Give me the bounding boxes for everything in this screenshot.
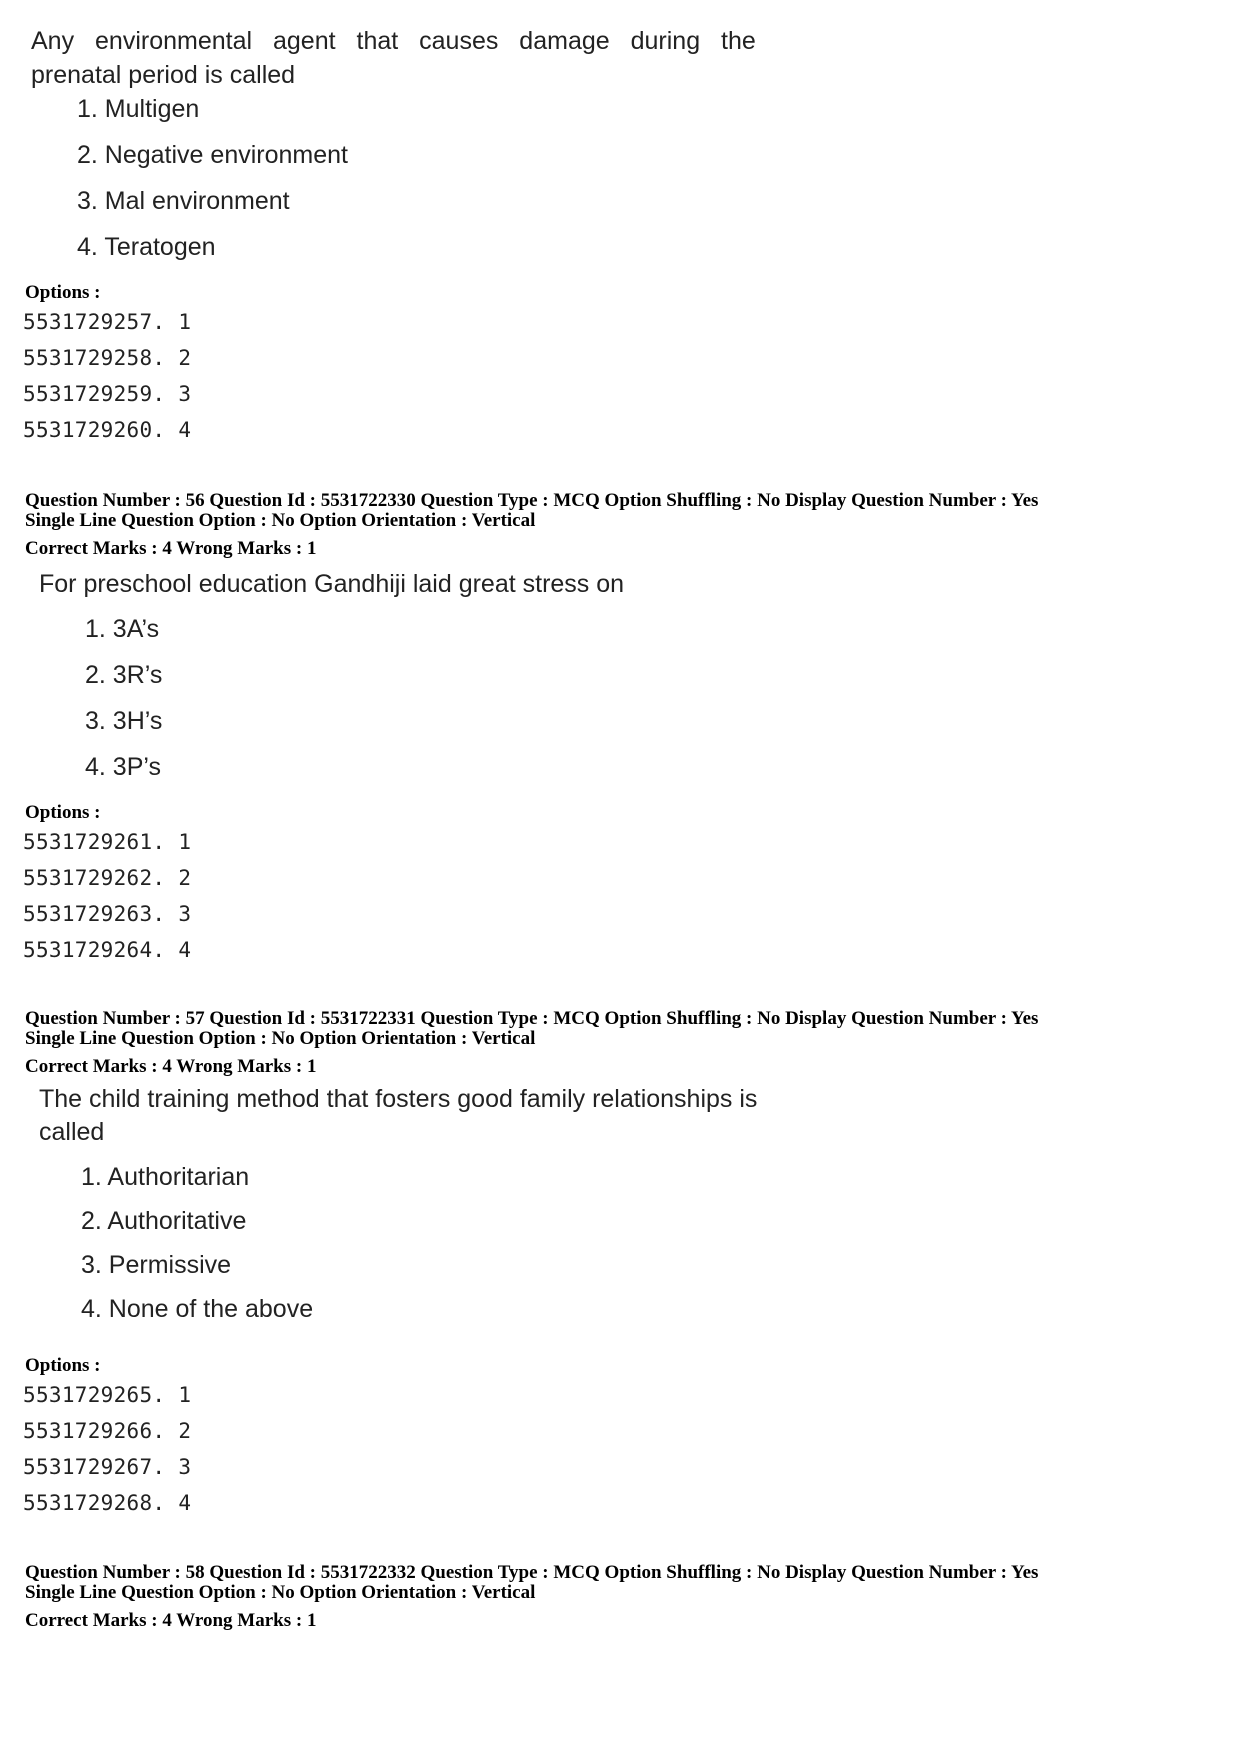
choice-4: 4. None of the above — [81, 1295, 314, 1323]
choice-2: 2. Negative environment — [77, 141, 348, 169]
choice-4: 4. 3P’s — [85, 753, 161, 781]
option-id: 5531729266. 2 — [23, 1419, 192, 1443]
question-meta-line1: Question Number : 58 Question Id : 5531722332 Question Type : MCQ Option Shuffling : No Display Question Number : Yes — [25, 1562, 1039, 1583]
question-marks: Correct Marks : 4 Wrong Marks : 1 — [25, 1056, 317, 1077]
stem-line1-text: Any environmental agent that causes damage during the — [31, 27, 756, 55]
question-meta-line1: Question Number : 56 Question Id : 5531722330 Question Type : MCQ Option Shuffling : No Display Question Number : Yes — [25, 490, 1039, 511]
question-55-stem-line1 — [31, 24, 771, 58]
question-meta-line2: Single Line Question Option : No Option Orientation : Vertical — [25, 510, 536, 531]
option-id: 5531729258. 2 — [23, 346, 192, 370]
choice-4: 4. Teratogen — [77, 233, 216, 261]
option-id: 5531729259. 3 — [23, 382, 192, 406]
option-id: 5531729262. 2 — [23, 866, 192, 890]
choice-1: 1. Authoritarian — [81, 1163, 250, 1191]
choice-3: 3. Mal environment — [77, 187, 290, 215]
options-label: Options : — [25, 802, 101, 823]
question-57-stem — [39, 1083, 757, 1149]
question-meta-line2: Single Line Question Option : No Option Orientation : Vertical — [25, 1582, 536, 1603]
question-55-stem-line2: prenatal period is called — [31, 61, 296, 89]
choice-3: 3. 3H’s — [85, 707, 163, 735]
question-57-stem-line2: called — [39, 1118, 105, 1146]
question-meta-line1: Question Number : 57 Question Id : 5531722331 Question Type : MCQ Option Shuffling : No Display Question Number : Yes — [25, 1008, 1039, 1029]
choice-2: 2. 3R’s — [85, 661, 163, 689]
option-id: 5531729261. 1 — [23, 830, 192, 854]
option-id: 5531729257. 1 — [23, 310, 192, 334]
question-marks: Correct Marks : 4 Wrong Marks : 1 — [25, 538, 317, 559]
question-marks: Correct Marks : 4 Wrong Marks : 1 — [25, 1610, 317, 1631]
question-meta-line2: Single Line Question Option : No Option Orientation : Vertical — [25, 1028, 536, 1049]
option-id: 5531729265. 1 — [23, 1383, 192, 1407]
option-id: 5531729260. 4 — [23, 418, 192, 442]
choice-1: 1. Multigen — [77, 95, 200, 123]
choice-2: 2. Authoritative — [81, 1207, 247, 1235]
question-57-stem-line1: The child training method that fosters good family relationships is — [39, 1085, 758, 1113]
options-label: Options : — [25, 1355, 101, 1376]
option-id: 5531729264. 4 — [23, 938, 192, 962]
option-id: 5531729267. 3 — [23, 1455, 192, 1479]
option-id: 5531729268. 4 — [23, 1491, 192, 1515]
choice-1: 1. 3A’s — [85, 615, 160, 643]
choice-3: 3. Permissive — [81, 1251, 232, 1279]
options-label: Options : — [25, 282, 101, 303]
question-55-stem — [31, 24, 771, 92]
option-id: 5531729263. 3 — [23, 902, 192, 926]
question-56-stem: For preschool education Gandhiji laid great stress on — [39, 570, 625, 598]
